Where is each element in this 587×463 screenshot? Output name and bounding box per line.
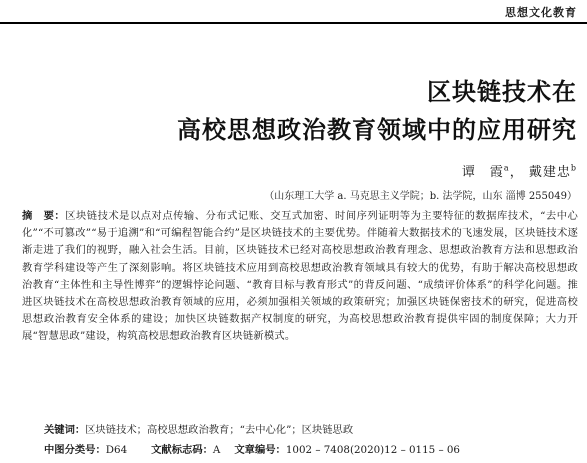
keywords-label: 关键词： xyxy=(44,424,86,436)
journal-header xyxy=(0,0,587,22)
abstract-text: 区块链技术是以点对点传输、分布式记账、交互式加密、时间序列证明等为主要特征的数据库技术，“去中心化”“不可篡改”“易于追溯”和“可编程智能合约”是区块链技术的主要优势。伴随着大数据技术的飞速发展，区块链技术逐渐走进了我们的视野，融入社会生活。目前，区块链技术已经对高校思想政治教育理念、思想政治教育方法和思想政治教育学科建设等产生了深刻影响。将区块链技术应用到高校思想政治教育领域具有较大的优势，有助于解决高校思想政治教育“主体性和主导性博弈”的逻辑悖论问题、“教育目标与教育形式”的背反问题、“成绩评价体系”的科学化问题。推进区块链技术在高校思想政治教育领域的应用，必须加强相关领域的政策研究；加强区块链保密技术的研究，促进高校思想政治教育安全体系的建设；加快区块链数据产权制度的研究，为高校思想政治教育提供牢固的制度保障；大力开展“智慧思政”建设，构筑高校思想政治教育区块链新模式。 xyxy=(22,210,578,343)
journal-section-name: 思想文化教育 xyxy=(505,6,577,19)
doc-code-label: 文献标志码： xyxy=(151,444,213,456)
classification-row xyxy=(44,441,460,456)
clc-label: 中图分类号： xyxy=(44,444,106,456)
authors xyxy=(462,161,577,180)
header-rule xyxy=(0,22,587,24)
abstract xyxy=(22,208,578,346)
author-2-affil-mark: b xyxy=(570,163,577,173)
keywords xyxy=(44,421,353,436)
doc-code-value: A xyxy=(212,444,221,456)
author-separator: ， xyxy=(509,165,524,180)
author-1: 谭 霞 xyxy=(461,165,504,180)
abstract-label: 摘 要： xyxy=(22,210,66,222)
clc-value: D64 xyxy=(105,444,128,456)
article-number-label: 文章编号： xyxy=(234,444,286,456)
author-1-affil-mark: a xyxy=(503,163,510,173)
article-number-value: 1002 – 7408(2020)12 – 0115 – 06 xyxy=(285,444,460,456)
affiliation: （山东理工大学 a. 马克思主义学院；b. 法学院，山东 淄博 255049） xyxy=(264,191,577,202)
title-line-2: 高校思想政治教育领域中的应用研究 xyxy=(177,116,577,144)
keywords-text: 区块链技术；高校思想政治教育；“去中心化”；区块链思政 xyxy=(85,424,354,436)
author-2: 戴建忠 xyxy=(528,165,571,180)
title-line-1: 区块链技术在 xyxy=(427,78,577,106)
